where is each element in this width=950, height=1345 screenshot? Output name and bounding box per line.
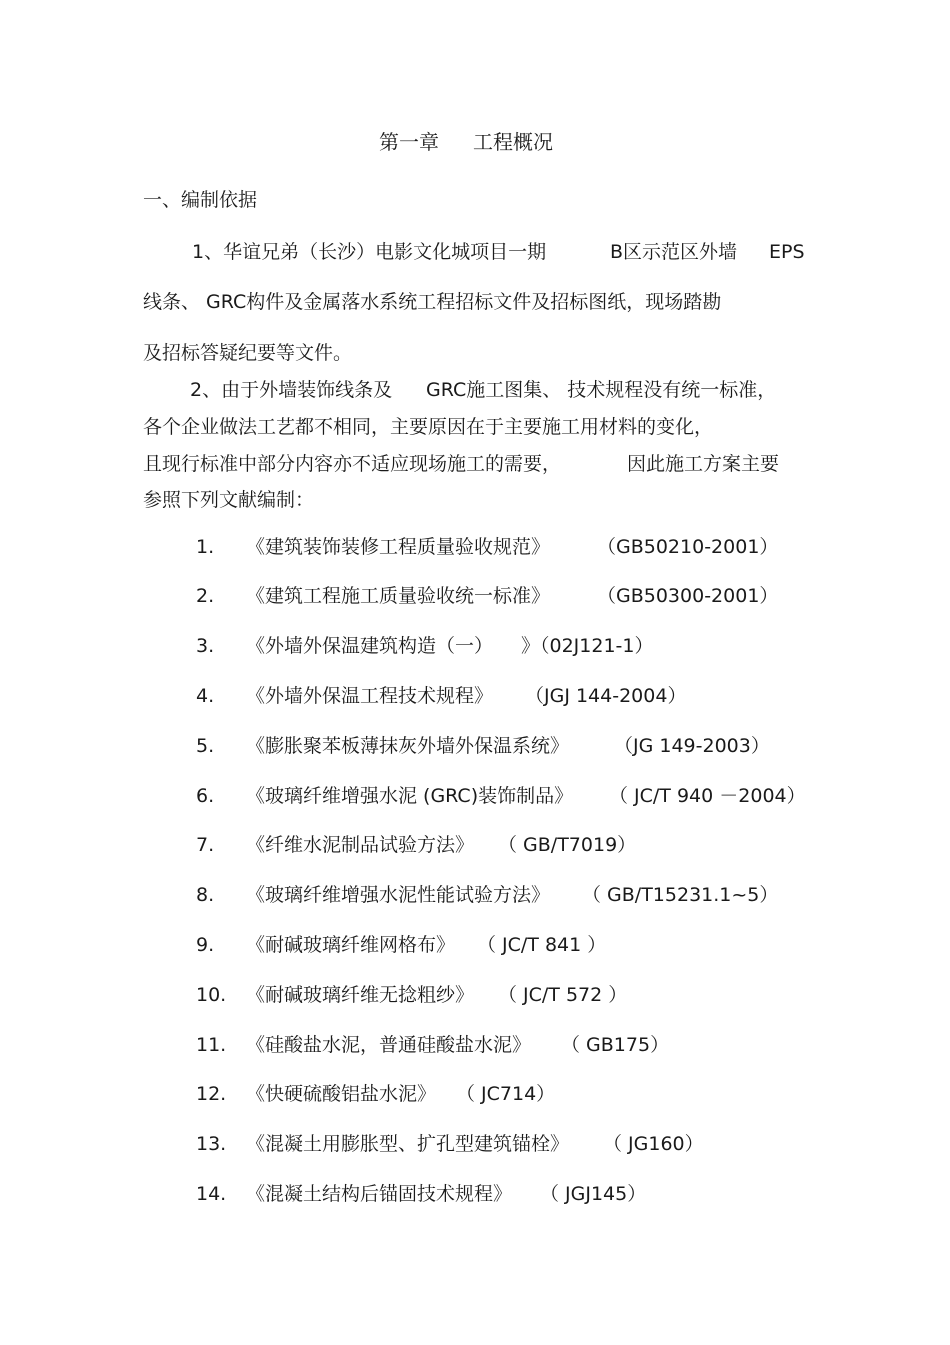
reference-number: 3. <box>196 635 215 657</box>
reference-code: （ JGJ145） <box>540 1183 647 1205</box>
reference-number: 13. <box>196 1133 227 1155</box>
para1-line1c: EPS <box>769 241 805 263</box>
para1-line1: 1、华谊兄弟（长沙）电影文化城项目一期 <box>192 241 547 263</box>
reference-code: （GB50300-2001） <box>597 585 779 607</box>
reference-number: 2. <box>196 585 215 607</box>
reference-title: 《外墙外保温工程技术规程》 <box>246 685 494 707</box>
reference-number: 5. <box>196 735 215 757</box>
para2-line3b: 因此施工方案主要 <box>627 453 780 475</box>
reference-code: （ JC/T 572 ） <box>498 984 628 1006</box>
reference-title: 《快硬硫酸铝盐水泥》 <box>246 1083 437 1105</box>
reference-code: （JG 149-2003） <box>614 735 770 757</box>
para1-line2: 线条、 GRC构件及金属落水系统工程招标文件及招标图纸，现场踏勘 <box>143 291 722 313</box>
reference-title: 《建筑工程施工质量验收统一标准》 <box>246 585 551 607</box>
reference-code: （ GB175） <box>561 1034 670 1056</box>
reference-title: 《混凝土用膨胀型、扩孔型建筑锚栓》 <box>246 1133 570 1155</box>
reference-code: （ GB/T15231.1~5） <box>582 884 779 906</box>
chapter-number: 第一章 <box>379 130 439 154</box>
reference-number: 7. <box>196 834 215 856</box>
para2-line4: 参照下列文献编制： <box>143 489 315 511</box>
reference-title: 《玻璃纤维增强水泥性能试验方法》 <box>246 884 551 906</box>
reference-title: 《外墙外保温建筑构造（一） <box>246 635 494 657</box>
para2-line3a: 且现行标准中部分内容亦不适应现场施工的需要， <box>143 453 562 475</box>
para2-line1a: 2、由于外墙装饰线条及 <box>190 379 393 401</box>
reference-number: 12. <box>196 1083 227 1105</box>
para1-line3: 及招标答疑纪要等文件。 <box>143 342 353 364</box>
reference-title: 《膨胀聚苯板薄抹灰外墙外保温系统》 <box>246 735 570 757</box>
reference-title: 《玻璃纤维增强水泥 (GRC)装饰制品》 <box>246 785 574 807</box>
section-heading: 一、编制依据 <box>143 189 258 211</box>
reference-number: 9. <box>196 934 215 956</box>
reference-code: 》（02J121-1） <box>521 635 654 657</box>
reference-number: 1. <box>196 536 215 558</box>
reference-number: 14. <box>196 1183 227 1205</box>
reference-code: （ JC/T 940 －2004） <box>609 785 806 807</box>
reference-title: 《混凝土结构后锚固技术规程》 <box>246 1183 513 1205</box>
reference-number: 10. <box>196 984 227 1006</box>
reference-title: 《硅酸盐水泥，普通硅酸盐水泥》 <box>246 1034 532 1056</box>
reference-title: 《纤维水泥制品试验方法》 <box>246 834 475 856</box>
reference-number: 11. <box>196 1034 227 1056</box>
reference-title: 《耐碱玻璃纤维网格布》 <box>246 934 456 956</box>
chapter-title <box>379 130 553 154</box>
reference-code: （ JC714） <box>456 1083 556 1105</box>
chapter-name: 工程概况 <box>473 130 553 154</box>
reference-title: 《建筑装饰装修工程质量验收规范》 <box>246 536 551 558</box>
reference-number: 6. <box>196 785 215 807</box>
para2-line2: 各个企业做法工艺都不相同，主要原因在于主要施工用材料的变化， <box>143 416 714 438</box>
reference-number: 4. <box>196 685 215 707</box>
reference-code: （ JG160） <box>603 1133 704 1155</box>
para1-line1b: B区示范区外墙 <box>610 241 738 263</box>
reference-code: （ JC/T 841 ） <box>477 934 607 956</box>
reference-number: 8. <box>196 884 215 906</box>
reference-code: （ GB/T7019） <box>498 834 637 856</box>
para2-line1b: GRC施工图集、 技术规程没有统一标准， <box>426 379 777 401</box>
reference-code: （JGJ 144-2004） <box>525 685 687 707</box>
reference-title: 《耐碱玻璃纤维无捻粗纱》 <box>246 984 475 1006</box>
reference-code: （GB50210-2001） <box>597 536 779 558</box>
